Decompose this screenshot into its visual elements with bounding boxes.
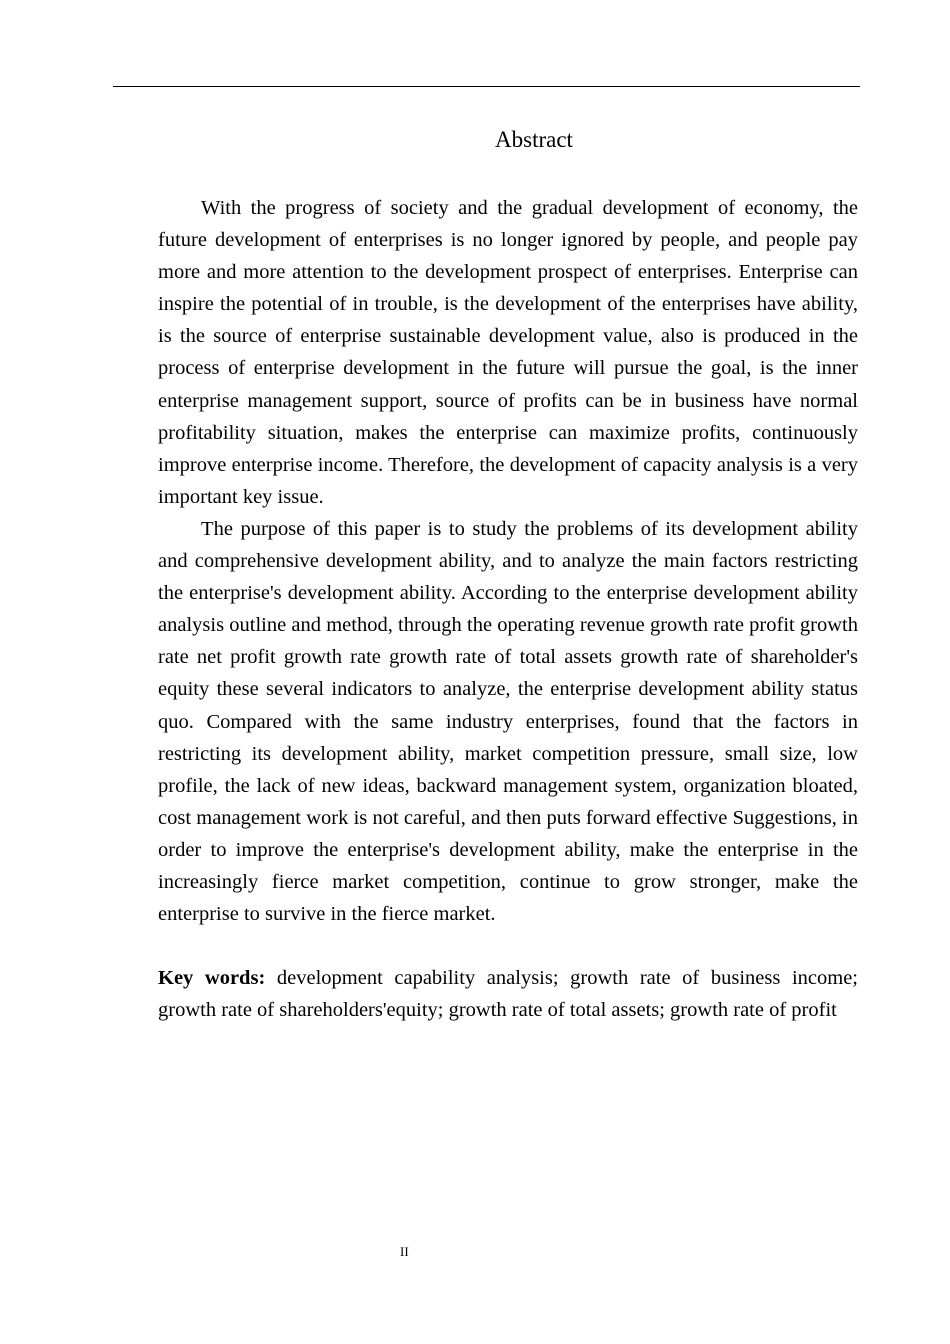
page-number: II — [400, 1244, 409, 1259]
abstract-paragraph-1: With the progress of society and the gradual development of economy, the future development of enterprises is no longer ignored by people, and people pay more and more attention to the development prospect of enterprises. Enterprise can inspire the potential of in trouble, is the development of the enterprises have ability, is the source of enterprise sustainable development value, also is produced in the process of enterprise development in the future will pursue the goal, is the inner enterprise management support, source of profits can be in business have normal profitability situation, makes the enterprise can maximize profits, continuously improve enterprise income. Therefore, the development of capacity analysis is a very important key issue. — [158, 197, 858, 508]
header-rule — [113, 86, 860, 87]
keywords-line — [158, 962, 858, 1026]
abstract-body — [158, 192, 858, 1026]
abstract-paragraph-2: The purpose of this paper is to study the problems of its development ability and comprehensive development ability, and to analyze the main factors restricting the enterprise's development ability. According to the enterprise development ability analysis outline and method, through the operating revenue growth rate profit growth rate net profit growth rate growth rate of total assets growth rate of shareholder's equity these several indicators to analyze, the enterprise development ability status quo. Compared with the same industry enterprises, found that the factors in restricting its development ability, market competition pressure, small size, low profile, the lack of new ideas, backward management system, organization bloated, cost management work is not careful, and then puts forward effective Suggestions, in order to improve the enterprise's development ability, make the enterprise in the increasingly fierce market competition, continue to grow stronger, make the enterprise to survive in the fierce market. — [158, 517, 858, 926]
page-title: Abstract — [495, 127, 573, 152]
keywords-label: Key words: — [158, 967, 266, 990]
keywords-text: development capability analysis; growth rate of business income; growth rate of shareholders'equity; growth rate of total assets; growth rate of profit — [158, 967, 858, 1022]
